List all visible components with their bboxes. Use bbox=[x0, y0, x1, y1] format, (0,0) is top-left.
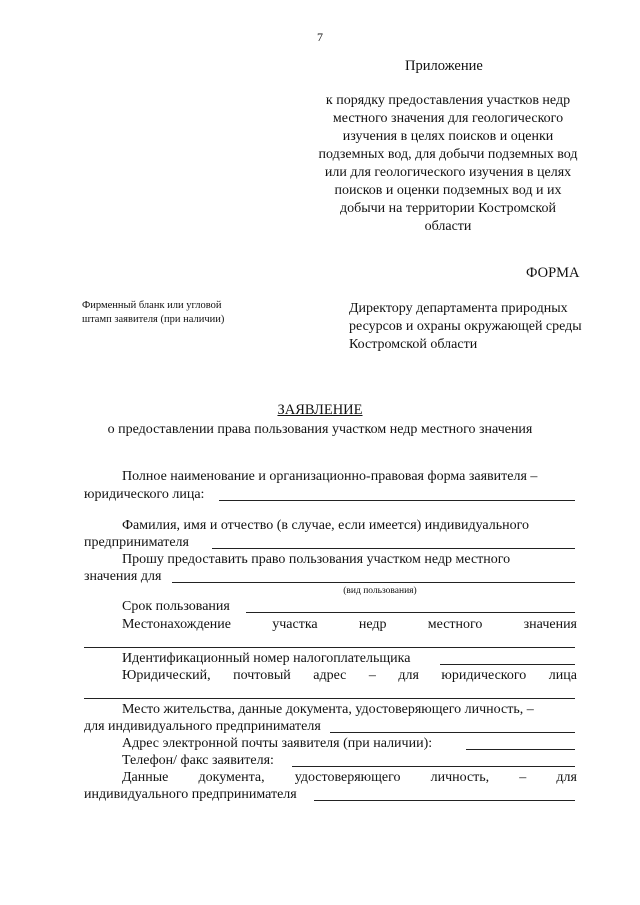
entrepreneur-field[interactable] bbox=[212, 548, 575, 549]
appendix-body: к порядку предоставления участков недр местного значения для геологического изучения в целях поисков и оценки подземных вод, для добычи подземных вод или для геологического изучения в целях поисков и оценки подземных вод и их добычи на территории Костромской области bbox=[318, 93, 578, 234]
legal-name-label-1: Полное наименование и организационно-правовая форма заявителя – bbox=[122, 469, 538, 484]
residence-field[interactable] bbox=[330, 732, 575, 733]
location-label bbox=[122, 616, 577, 634]
document-label-2: индивидуального предпринимателя bbox=[84, 787, 297, 802]
address-word: Юридический, bbox=[122, 668, 211, 683]
request-label-1: Прошу предоставить право пользования участком недр местного bbox=[122, 552, 511, 567]
application-title: ЗАЯВЛЕНИЕ bbox=[277, 402, 363, 418]
inn-label: Идентификационный номер налогоплательщика bbox=[122, 651, 411, 666]
document-word: документа, bbox=[198, 770, 265, 785]
document-word: для bbox=[556, 770, 577, 785]
address-word: – bbox=[368, 668, 376, 683]
document-word: удостоверяющего bbox=[294, 770, 401, 785]
entrepreneur-label-1: Фамилия, имя и отчество (в случае, если имеется) индивидуального bbox=[122, 518, 530, 533]
address-word: для bbox=[398, 668, 419, 683]
use-type-field[interactable] bbox=[172, 582, 575, 583]
email-field[interactable] bbox=[466, 749, 575, 750]
term-field[interactable] bbox=[246, 612, 575, 613]
location-word: участка bbox=[272, 617, 318, 632]
phone-label: Телефон/ факс заявителя: bbox=[122, 753, 274, 768]
letterhead-note: Фирменный бланк или угловой штамп заявителя (при наличии) bbox=[82, 300, 225, 326]
document-label-1 bbox=[122, 769, 577, 787]
form-label: ФОРМА bbox=[526, 265, 580, 281]
inn-field[interactable] bbox=[440, 664, 575, 665]
phone-field[interactable] bbox=[292, 766, 575, 767]
request-label-2: значения для bbox=[84, 569, 162, 584]
location-word: Местонахождение bbox=[122, 617, 232, 632]
location-field[interactable] bbox=[84, 647, 575, 648]
legal-name-field[interactable] bbox=[219, 500, 575, 501]
location-word: местного bbox=[427, 617, 483, 632]
location-word: недр bbox=[358, 617, 387, 632]
appendix-title: Приложение bbox=[405, 58, 483, 74]
email-label: Адрес электронной почты заявителя (при наличии): bbox=[122, 736, 433, 751]
address-word: почтовый bbox=[233, 668, 291, 683]
address-word: адрес bbox=[313, 668, 347, 683]
address-field[interactable] bbox=[84, 698, 575, 699]
entrepreneur-label-2: предпринимателя bbox=[84, 535, 189, 550]
residence-label-2: для индивидуального предпринимателя bbox=[84, 719, 321, 734]
addressee: Директору департамента природных ресурсов и охраны окружающей среды Костромской области bbox=[349, 301, 582, 352]
use-type-caption: (вид пользования) bbox=[343, 586, 417, 596]
address-word: лица bbox=[548, 668, 577, 683]
application-subtitle: о предоставлении права пользования участком недр местного значения bbox=[107, 422, 533, 437]
residence-label-1: Место жительства, данные документа, удостоверяющего личность, – bbox=[122, 702, 534, 717]
term-label: Срок пользования bbox=[122, 599, 230, 614]
page-number: 7 bbox=[317, 30, 323, 44]
document-word: Данные bbox=[122, 770, 169, 785]
legal-name-label-2: юридического лица: bbox=[84, 487, 205, 502]
document-word: личность, bbox=[430, 770, 490, 785]
address-word: юридического bbox=[441, 668, 527, 683]
document-word: – bbox=[519, 770, 527, 785]
document-field[interactable] bbox=[314, 800, 575, 801]
location-word: значения bbox=[523, 617, 577, 632]
address-label bbox=[122, 667, 577, 685]
